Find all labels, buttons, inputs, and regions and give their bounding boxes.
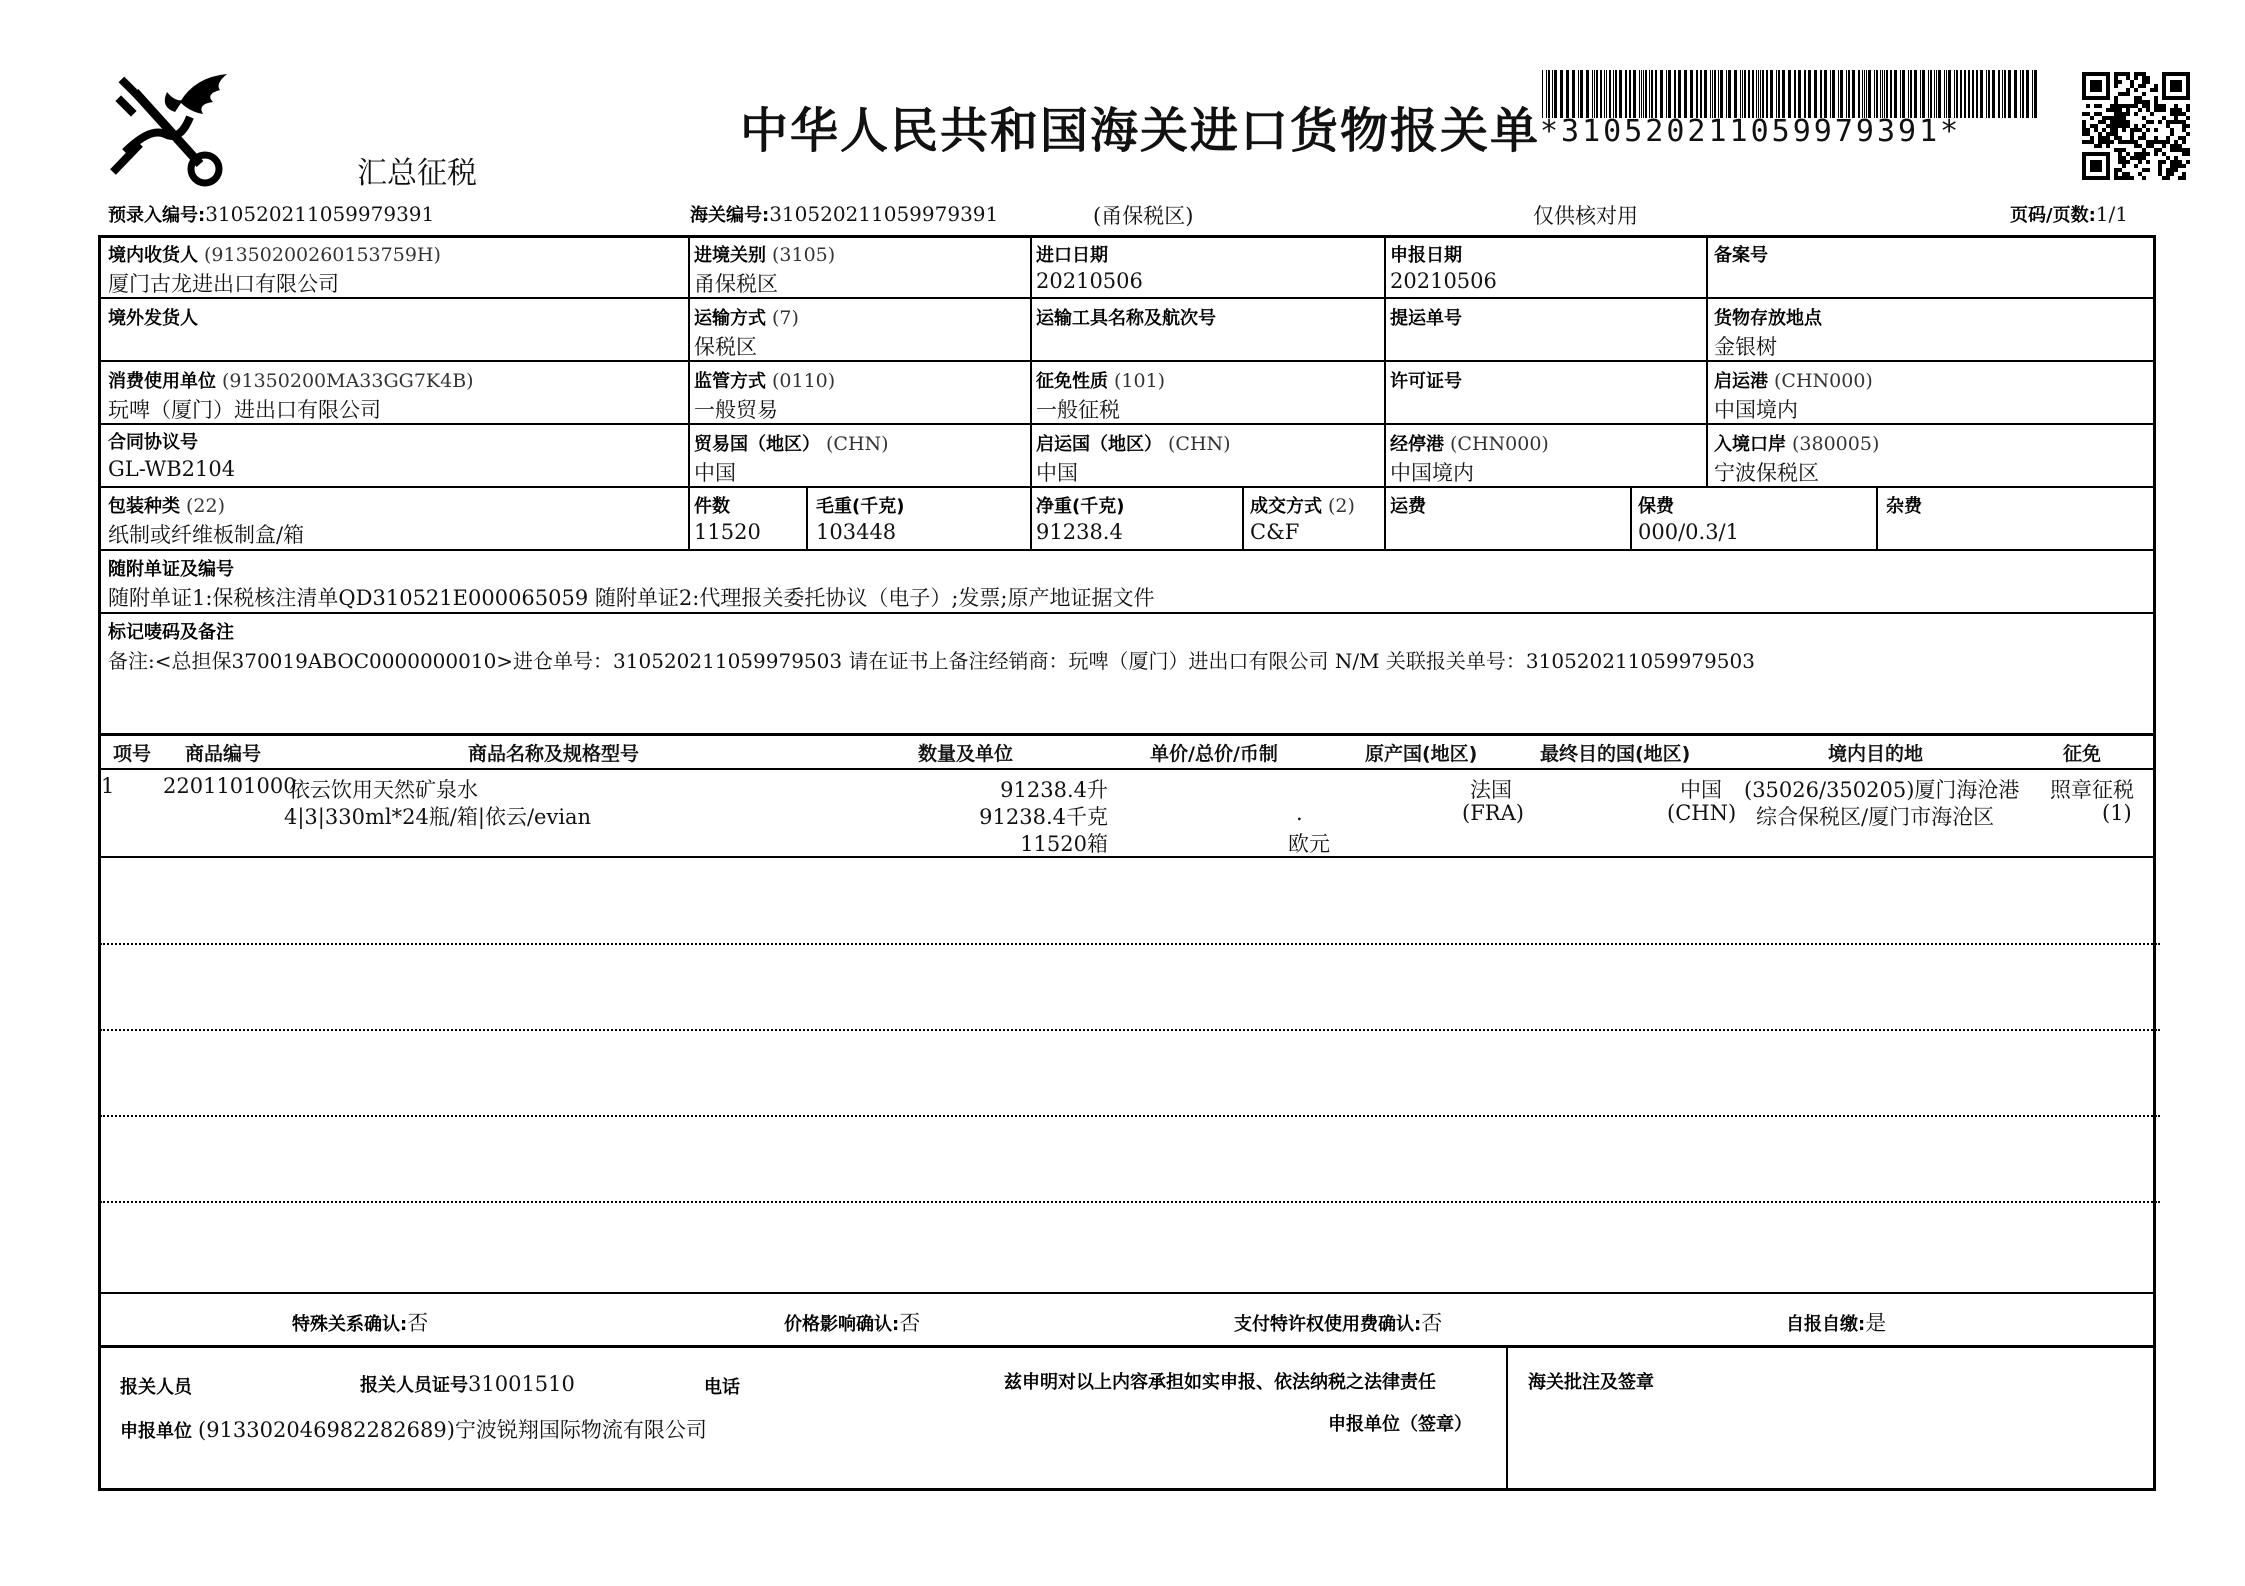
goods-domestic-destination-2: 综合保税区/厦门市海沧区 (1756, 805, 1995, 829)
marks-remarks-label: 标记唛码及备注 (108, 622, 234, 643)
storage-location-label: 货物存放地点 (1714, 308, 1822, 329)
goods-destination: 中国 (1680, 778, 1722, 802)
page-label: 页码/页数: (2010, 205, 2096, 226)
deal-mode-value: C&F (1250, 520, 1300, 544)
col-goods-name: 商品名称及规格型号 (468, 743, 640, 765)
entry-customs-label: 进境关别 (3105) (694, 244, 836, 266)
col-domestic-destination: 境内目的地 (1828, 743, 1924, 765)
trade-country-label: 贸易国（地区） (CHN) (694, 433, 889, 455)
customs-no-value: 310520211059979391 (769, 202, 999, 226)
package-type-label: 包装种类 (22) (108, 495, 226, 517)
consumer-unit-label: 消费使用单位 (91350200MA33GG7K4B) (108, 370, 474, 392)
foreign-shipper-label: 境外发货人 (108, 308, 198, 329)
storage-location-value: 金银树 (1714, 335, 1777, 359)
page-value: 1/1 (2095, 202, 2128, 226)
goods-domestic-destination: (35026/350205)厦门海沧港 (1744, 778, 2020, 802)
goods-price: . (1296, 801, 1303, 825)
goods-qty-kg: 91238.4千克 (979, 805, 1108, 829)
attached-docs-label: 随附单证及编号 (108, 559, 234, 580)
customs-area: (甬保税区) (1093, 204, 1194, 228)
special-relation-confirm: 特殊关系确认:否 (292, 1311, 429, 1335)
levy-nature-label: 征免性质 (101) (1036, 370, 1166, 392)
contract-number-value: GL-WB2104 (108, 457, 236, 481)
freight-label: 运费 (1390, 496, 1426, 517)
license-number-label: 许可证号 (1390, 371, 1462, 392)
misc-fee-label: 杂费 (1886, 496, 1922, 517)
insurance-value: 000/0.3/1 (1638, 520, 1739, 544)
transport-mode-value: 保税区 (694, 335, 757, 359)
import-date-value: 20210506 (1036, 269, 1143, 293)
supervision-mode-label: 监管方式 (0110) (694, 370, 836, 392)
bill-of-lading-label: 提运单号 (1390, 308, 1462, 329)
entry-customs-value: 甬保税区 (694, 272, 778, 296)
levy-nature-value: 一般征税 (1036, 398, 1120, 422)
departure-port-label: 启运港 (CHN000) (1714, 370, 1873, 392)
self-declare-confirm: 自报自缴:是 (1786, 1311, 1887, 1335)
gross-weight-label: 毛重(千克) (816, 496, 905, 517)
declaring-unit-seal-label: 申报单位（签章） (1328, 1414, 1472, 1435)
consumer-unit-value: 玩啤（厦门）进出口有限公司 (108, 398, 381, 422)
marks-remarks-value: 备注:<总担保370019ABOC0000000010>进仓单号：310520211059979503 请在证书上备注经销商：玩啤（厦门）进出口有限公司 N/M 关联报关单号：310520211059979503 (108, 649, 1755, 673)
transit-port-value: 中国境内 (1390, 461, 1474, 485)
attached-docs-value: 随附单证1:保税核注清单QD310521E000065059 随附单证2:代理报关委托协议（电子）;发票;原产地证据文件 (108, 586, 1155, 610)
entry-port-label: 入境口岸 (380005) (1714, 433, 1880, 455)
record-number-label: 备案号 (1714, 245, 1768, 266)
phone-label: 电话 (704, 1377, 740, 1398)
pre-entry-label: 预录入编号: (108, 205, 206, 226)
customs-sign-label: 海关批注及签章 (1528, 1372, 1654, 1393)
price-impact-confirm: 价格影响确认:否 (784, 1311, 921, 1335)
insurance-label: 保费 (1638, 496, 1674, 517)
page-indicator (2010, 201, 2128, 227)
gross-weight-value: 103448 (816, 520, 897, 544)
departure-port-value: 中国境内 (1714, 398, 1798, 422)
goods-code: 2201101000 (163, 774, 297, 798)
goods-origin: 法国 (1470, 778, 1512, 802)
transit-port-label: 经停港 (CHN000) (1390, 433, 1549, 455)
transport-mode-label: 运输方式 (7) (694, 307, 799, 329)
package-type-value: 纸制或纤维板制盒/箱 (108, 523, 305, 547)
declarant-label: 报关人员 (120, 1377, 192, 1398)
declare-date-label: 申报日期 (1390, 245, 1462, 266)
pre-entry-number (108, 201, 434, 227)
goods-spec: 4|3|330ml*24瓶/箱|依云/evian (284, 805, 592, 829)
trade-country-value: 中国 (694, 461, 736, 485)
qr-code (2082, 72, 2190, 180)
col-destination-country: 最终目的国(地区) (1540, 743, 1691, 765)
origin-country-value: 中国 (1036, 461, 1078, 485)
entry-port-value: 宁波保税区 (1714, 461, 1819, 485)
declaring-unit: 申报单位 (913302046982282689)宁波锐翔国际物流有限公司 (120, 1418, 707, 1442)
customs-number (690, 201, 998, 227)
import-date-label: 进口日期 (1036, 245, 1108, 266)
col-quantity-unit: 数量及单位 (918, 743, 1014, 765)
goods-destination-code: (CHN) (1667, 801, 1737, 825)
col-origin-country: 原产国(地区) (1365, 743, 1478, 765)
legal-statement: 兹申明对以上内容承担如实申报、依法纳税之法律责任 (1004, 1372, 1436, 1393)
verification-notice: 仅供核对用 (1533, 204, 1638, 228)
supervision-mode-value: 一般贸易 (694, 398, 778, 422)
vessel-voyage-label: 运输工具名称及航次号 (1036, 308, 1216, 329)
pieces-value: 11520 (694, 520, 761, 544)
declarant-id: 报关人员证号31001510 (360, 1372, 575, 1396)
deal-mode-label: 成交方式 (2) (1250, 495, 1355, 517)
contract-number-label: 合同协议号 (108, 432, 198, 453)
goods-qty-liters: 91238.4升 (1000, 778, 1108, 802)
goods-item-no: 1 (101, 774, 115, 798)
domestic-consignee-label: 境内收货人 (91350200260153759H) (108, 244, 441, 266)
pieces-label: 件数 (694, 496, 730, 517)
net-weight-value: 91238.4 (1036, 520, 1123, 544)
goods-qty-boxes: 11520箱 (1020, 832, 1108, 856)
goods-exemption-code: (1) (2102, 801, 2132, 825)
customs-emblem-logo (105, 72, 230, 187)
col-commodity-code: 商品编号 (185, 743, 262, 765)
royalty-confirm: 支付特许权使用费确认:否 (1234, 1311, 1443, 1335)
goods-origin-code: (FRA) (1462, 801, 1524, 825)
barcode (1540, 70, 2040, 118)
barcode-text: *310520211059979391* (1540, 114, 1962, 149)
goods-name: 依云饮用天然矿泉水 (289, 778, 478, 802)
col-exemption: 征免 (2063, 743, 2102, 765)
net-weight-label: 净重(千克) (1036, 496, 1125, 517)
goods-exemption: 照章征税 (2050, 778, 2134, 802)
col-unit-total-price: 单价/总价/币制 (1150, 743, 1278, 765)
pre-entry-value: 310520211059979391 (205, 202, 435, 226)
col-item-no: 项号 (113, 743, 152, 765)
page-subtitle: 汇总征税 (357, 156, 477, 191)
page-title: 中华人民共和国海关进口货物报关单 (740, 103, 1541, 159)
declare-date-value: 20210506 (1390, 269, 1497, 293)
origin-country-label: 启运国（地区） (CHN) (1036, 433, 1231, 455)
goods-currency: 欧元 (1288, 832, 1330, 856)
customs-no-label: 海关编号: (690, 205, 770, 226)
domestic-consignee-value: 厦门古龙进出口有限公司 (108, 272, 339, 296)
